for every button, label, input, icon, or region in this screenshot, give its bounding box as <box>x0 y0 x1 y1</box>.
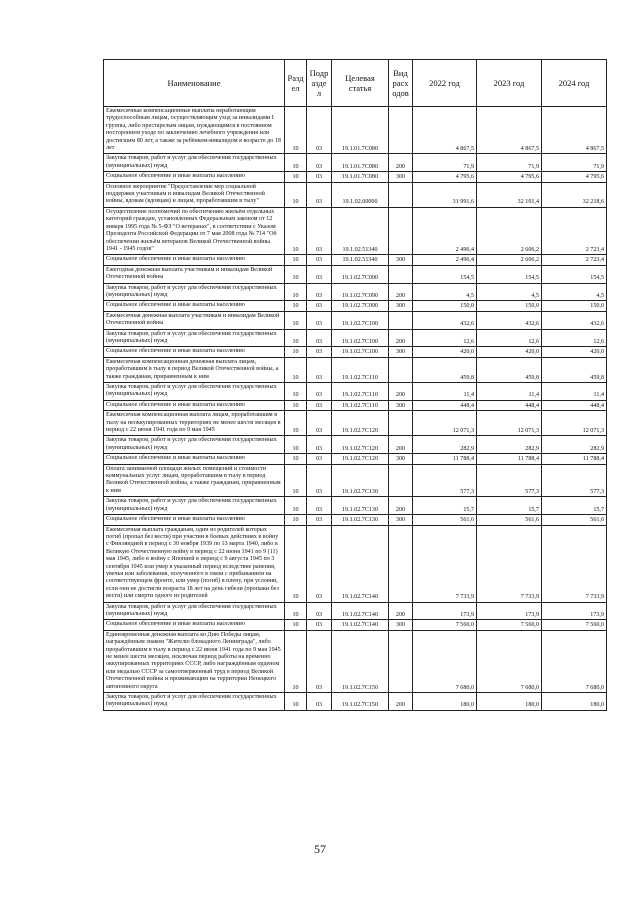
row-expense-type-cell: 200 <box>389 383 413 401</box>
row-name-cell: Социальное обеспечение и иные выплаты населению <box>104 400 285 410</box>
row-name-cell: Социальное обеспечение и иные выплаты населению <box>104 454 285 464</box>
row-target-article-cell: 19.1.02.7С130 <box>332 515 389 525</box>
row-name-cell: Закупка товаров, работ и услуг для обеспечения государственных (муниципальных) нужд <box>104 693 285 711</box>
row-2024-cell: 7 680,0 <box>542 630 607 692</box>
table-row <box>104 172 607 182</box>
row-2024-cell: 180,0 <box>542 693 607 711</box>
row-2024-cell: 282,9 <box>542 436 607 454</box>
row-section-cell: 10 <box>285 515 307 525</box>
row-2022-cell: 4 795,6 <box>413 172 477 182</box>
row-expense-type-cell: 300 <box>389 347 413 357</box>
row-2023-cell: 561,6 <box>477 515 542 525</box>
row-subsection-cell: 03 <box>307 172 332 182</box>
row-target-article-cell: 19.1.02.7С100 <box>332 347 389 357</box>
row-expense-type-cell <box>389 207 413 254</box>
row-2022-cell: 7 733,9 <box>413 525 477 602</box>
row-2022-cell: 15,7 <box>413 497 477 515</box>
table-row <box>104 329 607 347</box>
budget-table-page <box>103 59 606 711</box>
row-name-cell: Социальное обеспечение и иные выплаты населению <box>104 255 285 265</box>
row-2024-cell: 577,3 <box>542 464 607 497</box>
row-subsection-cell: 03 <box>307 154 332 172</box>
row-target-article-cell: 19.1.02.7С150 <box>332 630 389 692</box>
row-2023-cell: 4,5 <box>477 283 542 301</box>
row-2023-cell: 282,9 <box>477 436 542 454</box>
row-2023-cell: 459,8 <box>477 357 542 382</box>
row-subsection-cell: 03 <box>307 464 332 497</box>
row-2023-cell: 15,7 <box>477 497 542 515</box>
table-row <box>104 154 607 172</box>
row-2022-cell: 31 991,6 <box>413 182 477 207</box>
row-subsection-cell: 03 <box>307 301 332 311</box>
table-row <box>104 436 607 454</box>
row-2024-cell: 12 071,3 <box>542 411 607 436</box>
row-expense-type-cell: 200 <box>389 154 413 172</box>
row-2022-cell: 12,6 <box>413 329 477 347</box>
row-expense-type-cell: 200 <box>389 693 413 711</box>
row-2023-cell: 7 560,0 <box>477 620 542 630</box>
row-2024-cell: 448,4 <box>542 400 607 410</box>
table-row <box>104 347 607 357</box>
row-2023-cell: 4 795,6 <box>477 172 542 182</box>
row-2022-cell: 11 788,4 <box>413 454 477 464</box>
row-subsection-cell: 03 <box>307 620 332 630</box>
row-2022-cell: 12 071,3 <box>413 411 477 436</box>
row-name-cell: Социальное обеспечение и иные выплаты населению <box>104 347 285 357</box>
row-target-article-cell: 19.1.02.7С140 <box>332 602 389 620</box>
row-2022-cell: 282,9 <box>413 436 477 454</box>
row-2022-cell: 4 867,5 <box>413 107 477 154</box>
row-target-article-cell: 19.1.02.51340 <box>332 255 389 265</box>
row-section-cell: 10 <box>285 255 307 265</box>
row-subsection-cell: 03 <box>307 602 332 620</box>
row-subsection-cell: 03 <box>307 400 332 410</box>
row-name-cell: Ежемесячные компенсационные выплаты неработающим трудоспособным лицам, осуществляющим уход за инвалидами I группы, либо престарелым лицам, нуждающимся в постоянном постороннем уходе по заключению лечебного учреждения или достигшим 80 лет, а также за ребёнком-инвалидом в возрасте до 18 лет <box>104 107 285 154</box>
row-2022-cell: 561,6 <box>413 515 477 525</box>
row-2024-cell: 15,7 <box>542 497 607 515</box>
row-2022-cell: 154,5 <box>413 265 477 283</box>
row-2022-cell: 150,0 <box>413 301 477 311</box>
row-target-article-cell: 19.1.02.7С090 <box>332 283 389 301</box>
row-name-cell: Оплата занимаемой площади жилых помещений и стоимости коммунальных услуг лицам, проработавшим в тылу в период Великой Отечественной войны, а также гражданам, приравненным к ним <box>104 464 285 497</box>
row-subsection-cell: 03 <box>307 525 332 602</box>
table-row <box>104 301 607 311</box>
row-expense-type-cell: 200 <box>389 436 413 454</box>
row-2024-cell: 7 733,9 <box>542 525 607 602</box>
header-section: Разд ел <box>285 60 307 107</box>
row-subsection-cell: 03 <box>307 630 332 692</box>
row-expense-type-cell: 200 <box>389 283 413 301</box>
header-subsection: Подр азде л <box>307 60 332 107</box>
table-row <box>104 525 607 602</box>
row-subsection-cell: 03 <box>307 411 332 436</box>
row-2022-cell: 2 496,4 <box>413 255 477 265</box>
row-section-cell: 10 <box>285 207 307 254</box>
row-2024-cell: 432,6 <box>542 311 607 329</box>
row-subsection-cell: 03 <box>307 436 332 454</box>
row-target-article-cell: 19.1.02.7С130 <box>332 497 389 515</box>
row-2024-cell: 154,5 <box>542 265 607 283</box>
row-2024-cell: 2 723,4 <box>542 207 607 254</box>
row-2022-cell: 7 680,0 <box>413 630 477 692</box>
row-2022-cell: 577,3 <box>413 464 477 497</box>
row-name-cell: Социальное обеспечение и иные выплаты населению <box>104 620 285 630</box>
row-name-cell: Социальное обеспечение и иные выплаты населению <box>104 172 285 182</box>
row-2024-cell: 12,6 <box>542 329 607 347</box>
table-row <box>104 207 607 254</box>
header-year-2024: 2024 год <box>542 60 607 107</box>
row-section-cell: 10 <box>285 454 307 464</box>
table-row <box>104 311 607 329</box>
row-section-cell: 10 <box>285 602 307 620</box>
row-2023-cell: 154,5 <box>477 265 542 283</box>
row-target-article-cell: 19.1.02.00000 <box>332 182 389 207</box>
row-subsection-cell: 03 <box>307 255 332 265</box>
row-name-cell: Ежемесячная выплата гражданам, один из родителей которых погиб (пропал без вести) при участии в боевых действиях в войну с Финляндией в период с 30 ноября 1939 по 13 марта 1940, либо в Великую Отечественную войну в период с 22 июня 1941 по 9 (11) мая 1945, либо в войну с Японией в период с 9 августа 1945 по 3 сентября 1945 или умер в указанный период вследствие ранения, увечья или заболевания, полученного в связи с пребыванием на соответствующем фронте, или умер (погиб) в плену, при условии, если они не достигли возраста 18 лет на день гибели (пропажи без вести) или смерти одного из родителей <box>104 525 285 602</box>
row-subsection-cell: 03 <box>307 357 332 382</box>
row-name-cell: Ежегодная денежная выплата участникам и инвалидам Великой Отечественной войны <box>104 265 285 283</box>
row-expense-type-cell <box>389 311 413 329</box>
row-2024-cell: 561,6 <box>542 515 607 525</box>
row-2024-cell: 2 723,4 <box>542 255 607 265</box>
row-expense-type-cell <box>389 357 413 382</box>
row-expense-type-cell: 300 <box>389 454 413 464</box>
row-expense-type-cell: 300 <box>389 172 413 182</box>
row-2022-cell: 7 560,0 <box>413 620 477 630</box>
row-name-cell: Осуществление полномочий по обеспечению жильём отдельных категорий граждан, установленных Федеральным законом от 12 января 1995 года № 5-ФЗ "О ветеранах", в соответствии с Указом Президента Российской Федерации от 7 мая 2008 года № 714 "Об обеспечении жильём ветеранов Великой Отечественной войны 1941 - 1945 годов" <box>104 207 285 254</box>
row-2023-cell: 448,4 <box>477 400 542 410</box>
row-expense-type-cell: 200 <box>389 329 413 347</box>
row-2023-cell: 7 733,9 <box>477 525 542 602</box>
header-target-article: Целевая статья <box>332 60 389 107</box>
table-row <box>104 411 607 436</box>
row-2024-cell: 459,8 <box>542 357 607 382</box>
row-name-cell: Единовременная денежная выплата ко Дню Победы лицам, награждённым знаком "Жителю блокадного Ленинграда", либо проработавшим в тылу в период с 22 июня 1941 года по 9 мая 1945 не менее шести месяцев, исключая период работы на временно оккупированных территориях СССР, либо награждённым орденом или медалью СССР за самоотверженный труд в период Великой Отечественной войны и проживающим на территории Ненецкого автономного округа <box>104 630 285 692</box>
table-row <box>104 107 607 154</box>
header-expense-type: Вид расх одов <box>389 60 413 107</box>
table-row <box>104 357 607 382</box>
row-name-cell: Закупка товаров, работ и услуг для обеспечения государственных (муниципальных) нужд <box>104 383 285 401</box>
row-target-article-cell: 19.1.01.7С080 <box>332 154 389 172</box>
row-expense-type-cell <box>389 464 413 497</box>
row-subsection-cell: 03 <box>307 329 332 347</box>
row-section-cell: 10 <box>285 107 307 154</box>
row-section-cell: 10 <box>285 172 307 182</box>
row-subsection-cell: 03 <box>307 454 332 464</box>
row-2022-cell: 448,4 <box>413 400 477 410</box>
row-expense-type-cell <box>389 182 413 207</box>
table-row <box>104 454 607 464</box>
row-target-article-cell: 19.1.02.7С150 <box>332 693 389 711</box>
row-2023-cell: 12 071,3 <box>477 411 542 436</box>
table-row <box>104 255 607 265</box>
row-expense-type-cell: 300 <box>389 255 413 265</box>
row-2022-cell: 173,9 <box>413 602 477 620</box>
row-expense-type-cell <box>389 630 413 692</box>
row-2022-cell: 432,6 <box>413 311 477 329</box>
table-row <box>104 620 607 630</box>
budget-table <box>103 59 607 711</box>
table-row <box>104 464 607 497</box>
row-name-cell: Ежемесячная компенсационная денежная выплата лицам, проработавшим в тылу в период Великой Отечественной войны, а также гражданам, приравненным к ним <box>104 357 285 382</box>
row-name-cell: Ежемесячная денежная выплата участникам и инвалидам Великой Отечественной войны <box>104 311 285 329</box>
row-2024-cell: 420,0 <box>542 347 607 357</box>
row-2022-cell: 11,4 <box>413 383 477 401</box>
row-target-article-cell: 19.1.02.7С120 <box>332 454 389 464</box>
row-subsection-cell: 03 <box>307 693 332 711</box>
page-number: 57 <box>314 842 326 856</box>
row-target-article-cell: 19.1.02.7С110 <box>332 400 389 410</box>
row-2024-cell: 150,0 <box>542 301 607 311</box>
row-2024-cell: 4,5 <box>542 283 607 301</box>
row-2024-cell: 7 560,0 <box>542 620 607 630</box>
row-2022-cell: 2 496,4 <box>413 207 477 254</box>
row-2023-cell: 12,6 <box>477 329 542 347</box>
row-name-cell: Социальное обеспечение и иные выплаты населению <box>104 515 285 525</box>
table-row <box>104 182 607 207</box>
row-section-cell: 10 <box>285 154 307 172</box>
row-section-cell: 10 <box>285 383 307 401</box>
row-expense-type-cell: 300 <box>389 301 413 311</box>
row-section-cell: 10 <box>285 311 307 329</box>
row-subsection-cell: 03 <box>307 311 332 329</box>
row-section-cell: 10 <box>285 436 307 454</box>
row-subsection-cell: 03 <box>307 497 332 515</box>
row-expense-type-cell: 200 <box>389 497 413 515</box>
table-header-row <box>104 60 607 107</box>
row-subsection-cell: 03 <box>307 207 332 254</box>
row-target-article-cell: 19.1.02.7С140 <box>332 525 389 602</box>
row-2024-cell: 32 218,6 <box>542 182 607 207</box>
row-subsection-cell: 03 <box>307 265 332 283</box>
table-body <box>104 107 607 711</box>
row-section-cell: 10 <box>285 630 307 692</box>
row-2023-cell: 2 606,2 <box>477 255 542 265</box>
row-target-article-cell: 19.1.02.7С110 <box>332 357 389 382</box>
row-target-article-cell: 19.1.02.7С110 <box>332 383 389 401</box>
row-section-cell: 10 <box>285 182 307 207</box>
row-2023-cell: 11 788,4 <box>477 454 542 464</box>
row-2023-cell: 4 867,5 <box>477 107 542 154</box>
row-name-cell: Закупка товаров, работ и услуг для обеспечения государственных (муниципальных) нужд <box>104 602 285 620</box>
row-2022-cell: 4,5 <box>413 283 477 301</box>
row-target-article-cell: 19.1.02.7С140 <box>332 620 389 630</box>
row-expense-type-cell: 200 <box>389 602 413 620</box>
row-2023-cell: 32 101,4 <box>477 182 542 207</box>
table-row <box>104 400 607 410</box>
row-expense-type-cell <box>389 525 413 602</box>
row-2024-cell: 4 795,6 <box>542 172 607 182</box>
row-section-cell: 10 <box>285 525 307 602</box>
row-name-cell: Основное мероприятие "Предоставление мер социальной поддержки участникам и инвалидам Великой Отечественной войны, вдовам (вдовцам) и лицам, проработавшим в тылу" <box>104 182 285 207</box>
row-subsection-cell: 03 <box>307 107 332 154</box>
row-2023-cell: 7 680,0 <box>477 630 542 692</box>
row-name-cell: Закупка товаров, работ и услуг для обеспечения государственных (муниципальных) нужд <box>104 497 285 515</box>
table-row <box>104 283 607 301</box>
row-name-cell: Закупка товаров, работ и услуг для обеспечения государственных (муниципальных) нужд <box>104 436 285 454</box>
row-2022-cell: 420,0 <box>413 347 477 357</box>
table-row <box>104 265 607 283</box>
row-target-article-cell: 19.1.02.7С130 <box>332 464 389 497</box>
table-row <box>104 383 607 401</box>
row-expense-type-cell <box>389 265 413 283</box>
row-2023-cell: 11,4 <box>477 383 542 401</box>
row-section-cell: 10 <box>285 497 307 515</box>
table-row <box>104 497 607 515</box>
row-target-article-cell: 19.1.02.7С090 <box>332 265 389 283</box>
row-target-article-cell: 19.1.02.7С120 <box>332 436 389 454</box>
row-target-article-cell: 19.1.02.7С100 <box>332 311 389 329</box>
row-section-cell: 10 <box>285 265 307 283</box>
row-2024-cell: 11 788,4 <box>542 454 607 464</box>
row-section-cell: 10 <box>285 329 307 347</box>
header-year-2023: 2023 год <box>477 60 542 107</box>
row-2024-cell: 4 867,5 <box>542 107 607 154</box>
row-2022-cell: 71,9 <box>413 154 477 172</box>
row-expense-type-cell <box>389 107 413 154</box>
row-section-cell: 10 <box>285 620 307 630</box>
row-2023-cell: 71,9 <box>477 154 542 172</box>
row-target-article-cell: 19.1.01.7С080 <box>332 172 389 182</box>
row-2022-cell: 459,8 <box>413 357 477 382</box>
row-target-article-cell: 19.1.02.7С100 <box>332 329 389 347</box>
row-target-article-cell: 19.1.02.7С090 <box>332 301 389 311</box>
row-subsection-cell: 03 <box>307 515 332 525</box>
header-year-2022: 2022 год <box>413 60 477 107</box>
row-target-article-cell: 19.1.02.51340 <box>332 207 389 254</box>
row-target-article-cell: 19.1.01.7С080 <box>332 107 389 154</box>
row-2024-cell: 71,9 <box>542 154 607 172</box>
row-name-cell: Закупка товаров, работ и услуг для обеспечения государственных (муниципальных) нужд <box>104 154 285 172</box>
row-section-cell: 10 <box>285 283 307 301</box>
row-subsection-cell: 03 <box>307 283 332 301</box>
row-section-cell: 10 <box>285 464 307 497</box>
row-expense-type-cell: 300 <box>389 515 413 525</box>
row-2024-cell: 173,9 <box>542 602 607 620</box>
row-name-cell: Ежемесячная компенсационная выплата лицам, проработавшим в тылу на неоккупированных территориях не менее шести месяцев в период с 22 июня 1941 года по 9 мая 1945 <box>104 411 285 436</box>
row-section-cell: 10 <box>285 693 307 711</box>
row-2023-cell: 2 606,2 <box>477 207 542 254</box>
row-section-cell: 10 <box>285 301 307 311</box>
table-row <box>104 602 607 620</box>
row-name-cell: Закупка товаров, работ и услуг для обеспечения государственных (муниципальных) нужд <box>104 329 285 347</box>
row-subsection-cell: 03 <box>307 347 332 357</box>
row-2023-cell: 180,0 <box>477 693 542 711</box>
row-expense-type-cell: 300 <box>389 400 413 410</box>
row-expense-type-cell <box>389 411 413 436</box>
row-2023-cell: 577,3 <box>477 464 542 497</box>
row-2024-cell: 11,4 <box>542 383 607 401</box>
row-2023-cell: 420,0 <box>477 347 542 357</box>
row-name-cell: Социальное обеспечение и иные выплаты населению <box>104 301 285 311</box>
row-2023-cell: 150,0 <box>477 301 542 311</box>
table-row <box>104 515 607 525</box>
row-section-cell: 10 <box>285 411 307 436</box>
row-name-cell: Закупка товаров, работ и услуг для обеспечения государственных (муниципальных) нужд <box>104 283 285 301</box>
row-section-cell: 10 <box>285 400 307 410</box>
row-2023-cell: 173,9 <box>477 602 542 620</box>
row-target-article-cell: 19.1.02.7С120 <box>332 411 389 436</box>
row-section-cell: 10 <box>285 347 307 357</box>
row-section-cell: 10 <box>285 357 307 382</box>
row-expense-type-cell: 300 <box>389 620 413 630</box>
row-2022-cell: 180,0 <box>413 693 477 711</box>
header-name: Наименование <box>104 60 285 107</box>
row-2023-cell: 432,6 <box>477 311 542 329</box>
row-subsection-cell: 03 <box>307 182 332 207</box>
table-row <box>104 630 607 692</box>
table-row <box>104 693 607 711</box>
row-subsection-cell: 03 <box>307 383 332 401</box>
